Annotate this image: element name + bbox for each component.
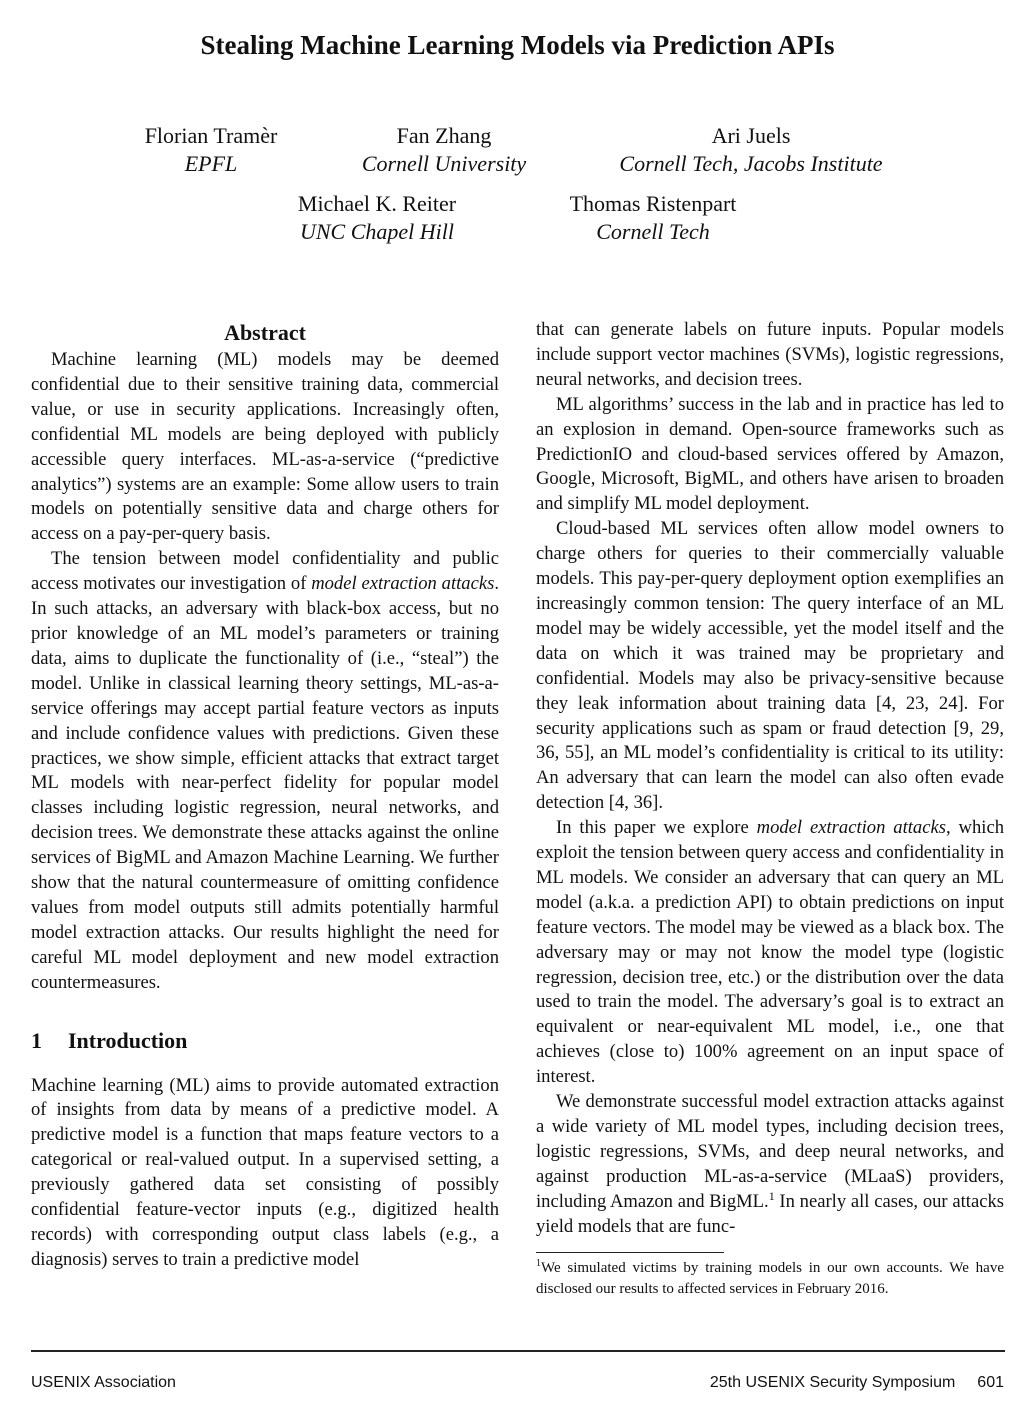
author-affiliation: Cornell Tech <box>596 219 710 244</box>
paper-title: Stealing Machine Learning Models via Prediction APIs <box>200 30 835 60</box>
author-block <box>570 190 737 246</box>
author-affiliation: Cornell University <box>361 151 527 176</box>
emphasis: model extraction attacks <box>311 573 495 595</box>
footnote: $^1$We simulated victims by training models in our own accounts. We have disclosed our results to affected services in February 2016. <box>536 1258 1004 1297</box>
abstract-paragraph: Machine learning (ML) models may be deemed confidential due to their sensitive training data, commercial value, or use in security applications. Increasingly often, confidential ML models are being deployed with publicly accessible query interfaces. ML-as-a-service (“predictive analytics”) systems are an example: Some allow users to train models on potentially sensitive data and charge others for access on a pay-per-query basis. <box>31 349 499 545</box>
footer-rule <box>31 1350 1005 1352</box>
left-column <box>31 318 499 1273</box>
footnote-rule <box>536 1252 724 1253</box>
page-number: 601 <box>977 1374 1004 1391</box>
author-name: Michael K. Reiter <box>297 191 457 216</box>
section-number: 1 <box>31 1027 42 1053</box>
emphasis: model extraction attacks <box>756 817 946 839</box>
author-name: Ari Juels <box>711 123 791 148</box>
footer-venue-page <box>710 1374 1004 1392</box>
abstract-paragraph: The tension between model confidentiality and public access motivates our investigation of model extraction attacks. In such attacks, an adversary with black-box access, but no prior knowledge of an ML model’s parameters or training data, aims to duplicate the functionality of (i.e., “steal”) the model. Unlike in classical learning theory settings, ML-as-a-service offerings may accept partial feature vectors as inputs and include confidence values with predictions. Given these practices, we show simple, efficient attacks that extract target ML models with near-perfect fidelity for popular model classes including logistic regression, neural networks, and decision trees. We demonstrate these attacks against the online services of BigML and Amazon Machine Learning. We further show that the natural countermeasure of omitting confidence values from model outputs still admits potentially harmful model extraction attacks. Our results highlight the need for careful ML model deployment and new model extraction countermeasures. <box>31 548 499 993</box>
section-title: Introduction <box>68 1027 188 1053</box>
body-paragraph: Machine learning (ML) aims to provide automated extraction of insights from data by means of a predictive model. A predictive model is a function that maps feature vectors to a categorical or real-valued output. In a supervised setting, a previously gathered data set consisting of possibly confidential feature-vector inputs (e.g., digitized health records) with corresponding output class labels (e.g., a diagnosis) serves to train a predictive model <box>31 1074 499 1270</box>
author-block <box>145 122 278 178</box>
body-paragraph: We demonstrate successful model extraction attacks against a wide variety of ML model types, including decision trees, logistic regressions, SVMs, and deep neural networks, and against production ML-as-a-service (MLaaS) providers, including Amazon and BigML.$^1$ In nearly all cases, our attacks yield models that are func- <box>536 1091 1004 1237</box>
author-affiliation: UNC Chapel Hill <box>299 219 455 244</box>
body-paragraph: Cloud-based ML services often allow model owners to charge others for queries to their commercially valuable models. This pay-per-query deployment option exemplifies an increasingly common tension: The query interface of an ML model may be widely accessible, yet the model itself and the data on which it was trained may be proprietary and confidential. Models may also be privacy-sensitive because they leak information about training data [4, 23, 24]. For security applications such as spam or fraud detection [9, 29, 36, 55], an ML model’s confidentiality is critical to its utility: An adversary that can learn the model can also often evade detection [4, 36]. <box>536 518 1004 814</box>
author-block <box>619 122 882 178</box>
abstract-heading: Abstract <box>224 320 306 345</box>
section-heading <box>31 1026 499 1056</box>
author-block <box>298 190 456 246</box>
body-paragraph: that can generate labels on future inputs. Popular models include support vector machines (SVMs), logistic regressions, neural networks, and decision trees. <box>536 319 1004 390</box>
author-affiliation: Cornell Tech, Jacobs Institute <box>619 151 883 176</box>
author-name: Florian Tramèr <box>144 123 278 148</box>
body-paragraph: In this paper we explore model extraction attacks, which exploit the tension between query access and confidentiality in ML models. We consider an adversary that can query an ML model (a.k.a. a prediction API) to obtain predictions on input feature vectors. The model may be viewed as a black box. The adversary may or may not know the model type (logistic regression, decision tree, etc.) or the distribution over the data used to train the model. The adversary’s goal is to extract an equivalent or near-equivalent ML model, i.e., one that achieves (close to) 100% agreement on an input space of interest. <box>536 817 1004 1088</box>
footer-publisher: USENIX Association <box>31 1374 176 1391</box>
author-affiliation: EPFL <box>184 151 238 176</box>
body-paragraph: ML algorithms’ success in the lab and in practice has led to an explosion in demand. Open-source frameworks such as PredictionIO and cloud-based services offered by Amazon, Google, Microsoft, BigML, and others have arisen to broaden and simplify ML model deployment. <box>536 393 1004 515</box>
right-column <box>536 318 1004 1240</box>
footnote-marker: 1 <box>768 1188 775 1203</box>
footnote-mark: 1 <box>536 1258 541 1269</box>
footer-venue: 25th USENIX Security Symposium <box>709 1374 956 1391</box>
author-name: Fan Zhang <box>396 123 492 148</box>
author-block <box>362 122 526 178</box>
author-name: Thomas Ristenpart <box>569 191 737 216</box>
